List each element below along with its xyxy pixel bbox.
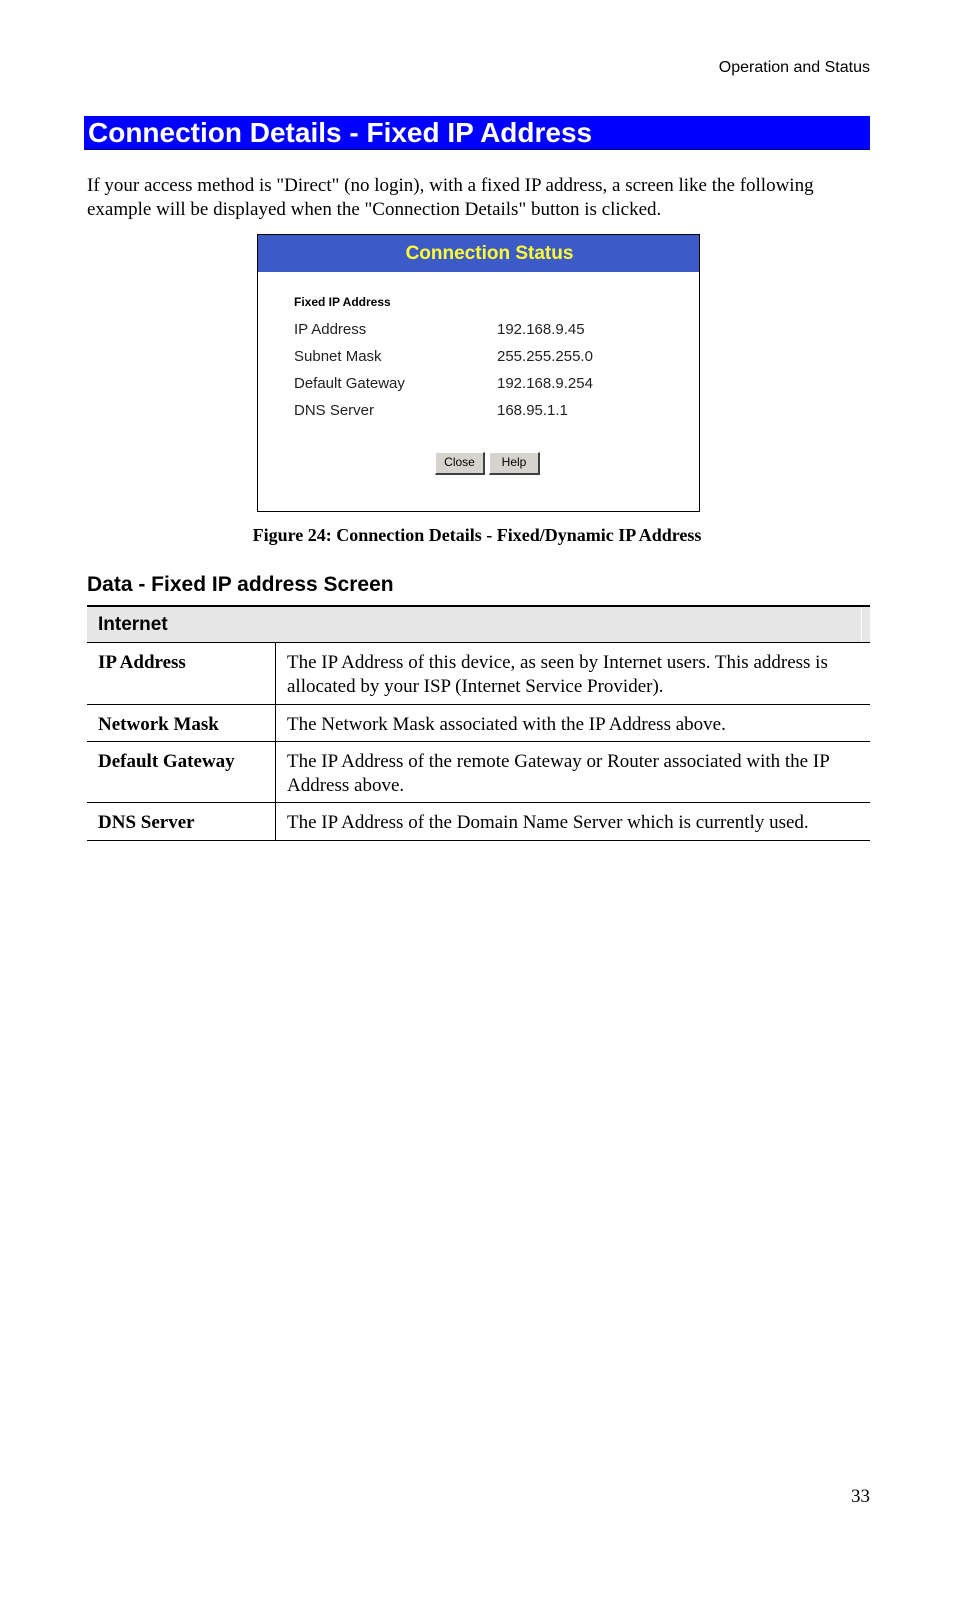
page-number: 33 bbox=[851, 1486, 870, 1507]
data-table bbox=[87, 605, 870, 841]
section-title: Connection Details - Fixed IP Address bbox=[84, 116, 870, 150]
close-button[interactable]: Close bbox=[435, 452, 485, 475]
status-label: Default Gateway bbox=[294, 375, 405, 392]
status-value: 255.255.255.0 bbox=[497, 348, 593, 365]
table-row bbox=[87, 742, 870, 803]
connection-status-screenshot bbox=[257, 234, 700, 512]
table-term: IP Address bbox=[87, 643, 276, 704]
status-value: 168.95.1.1 bbox=[497, 402, 568, 419]
status-row-dns-server bbox=[294, 402, 674, 422]
status-value: 192.168.9.45 bbox=[497, 321, 585, 338]
status-label: DNS Server bbox=[294, 402, 375, 419]
help-button[interactable]: Help bbox=[489, 452, 540, 475]
table-header: Internet bbox=[87, 605, 870, 643]
status-row-default-gateway bbox=[294, 375, 674, 395]
intro-paragraph: If your access method is "Direct" (no login), with a fixed IP address, a screen like the following example will be displayed when the "Connection Details" button is clicked. bbox=[87, 175, 814, 220]
table-term: Default Gateway bbox=[87, 742, 276, 802]
data-subheading: Data - Fixed IP address Screen bbox=[87, 573, 394, 596]
status-label: IP Address bbox=[294, 321, 367, 338]
connection-status-title: Connection Status bbox=[258, 235, 699, 272]
fixed-ip-section-label: Fixed IP Address bbox=[294, 295, 391, 309]
table-description: The Network Mask associated with the IP Address above. bbox=[287, 714, 726, 735]
table-description: The IP Address of the Domain Name Server which is currently used. bbox=[287, 812, 809, 833]
table-term: DNS Server bbox=[87, 803, 276, 840]
table-description: The IP Address of this device, as seen by Internet users. This address is allocated by your ISP (Internet Service Provider). bbox=[287, 652, 828, 697]
running-header: Operation and Status bbox=[718, 59, 870, 76]
figure-caption: Figure 24: Connection Details - Fixed/Dynamic IP Address bbox=[252, 525, 702, 545]
table-term: Network Mask bbox=[87, 705, 276, 741]
table-description: The IP Address of the remote Gateway or Router associated with the IP Address above. bbox=[287, 751, 830, 796]
table-row bbox=[87, 643, 870, 705]
table-row bbox=[87, 803, 870, 841]
status-label: Subnet Mask bbox=[294, 348, 382, 365]
status-row-subnet-mask bbox=[294, 348, 674, 368]
status-row-ip-address bbox=[294, 321, 674, 341]
table-row bbox=[87, 705, 870, 742]
status-value: 192.168.9.254 bbox=[497, 375, 593, 392]
